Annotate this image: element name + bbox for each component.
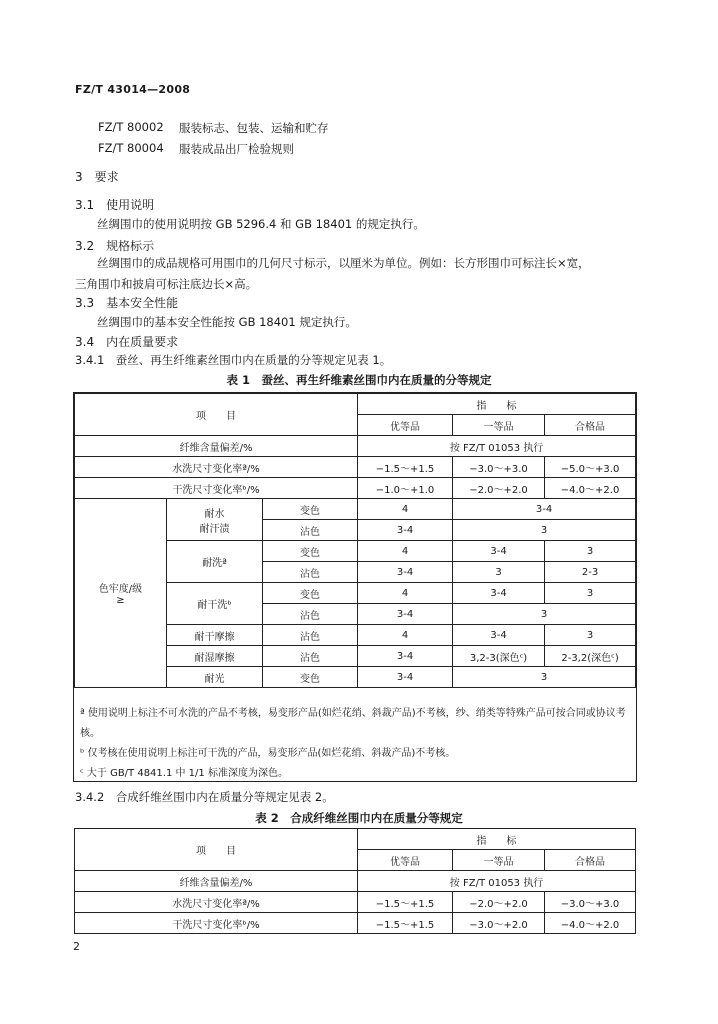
row-label: 纤维含量偏差/% — [75, 871, 358, 892]
test-name: 耐洗ª — [167, 541, 263, 583]
cell-value: −1.5～+1.5 — [358, 892, 453, 913]
test-name — [167, 499, 263, 541]
paragraph: 丝绸围巾的基本安全性能按 GB 18401 规定执行。 — [97, 315, 357, 329]
page-number: 2 — [73, 940, 80, 953]
cell-value: −2.0～+2.0 — [453, 892, 545, 913]
cell-value: −1.0～+1.0 — [358, 478, 453, 499]
test-name: 耐光 — [167, 667, 263, 688]
cell-value: −5.0～+3.0 — [545, 457, 636, 478]
test-name-water: 耐水 — [204, 508, 225, 520]
table-caption: 表 1 蚕丝、再生纤维素丝围巾内在质量的分等规定 — [226, 373, 492, 387]
footnote-mark: ª — [80, 708, 85, 719]
cell-value: 3-4 — [358, 646, 453, 667]
cell-value: 3,2-3(深色ᶜ) — [453, 646, 545, 667]
cell-value: 3-4 — [453, 583, 545, 604]
cell-value: −4.0～+2.0 — [545, 478, 636, 499]
measure-label: 沾色 — [263, 562, 358, 583]
table1 — [74, 393, 636, 688]
measure-label: 沾色 — [263, 520, 358, 541]
grade-header: 一等品 — [453, 850, 545, 871]
measure-label: 沾色 — [263, 604, 358, 625]
cell-value: −3.0～+3.0 — [453, 457, 545, 478]
header-index: 指 标 — [358, 394, 636, 415]
cell-value: −4.0～+2.0 — [545, 913, 636, 934]
cell-value: 4 — [358, 541, 453, 562]
cell-value: 3-4 — [358, 520, 453, 541]
cell-value: −1.5～+1.5 — [358, 457, 453, 478]
table-caption: 表 2 合成纤维丝围巾内在质量分等规定 — [255, 811, 463, 825]
colorfastness-title: 色牢度/级 — [98, 584, 143, 595]
row-label: 水洗尺寸变化率ª/% — [75, 892, 358, 913]
row-label: 干洗尺寸变化率ᵇ/% — [75, 478, 358, 499]
cell-value: 2-3,2(深色ᶜ) — [545, 646, 636, 667]
row-label: 水洗尺寸变化率ª/% — [75, 457, 358, 478]
reference-code: FZ/T 80002 — [98, 120, 164, 134]
grade-header: 合格品 — [545, 850, 636, 871]
footnote-text: 使用说明上标注不可水洗的产品不考核，易变形产品(如烂花绡、斜裁产品)不考核，纱、绡类等特殊产品可按合同或协议考核。 — [80, 708, 626, 739]
cell-value: 3 — [453, 562, 545, 583]
footnote — [80, 764, 628, 784]
measure-label: 沾色 — [263, 646, 358, 667]
paragraph: 三角围巾和披肩可标注底边长×高。 — [75, 277, 258, 291]
table1-footnotes — [80, 704, 628, 784]
standard-header: FZ/T 43014—2008 — [75, 83, 191, 96]
paragraph: 丝绸围巾的成品规格可用围巾的几何尺寸标示，以厘米为单位。例如：长方形围巾可标注长×宽， — [97, 256, 590, 270]
section-heading: 3.4 内在质量要求 — [75, 335, 179, 349]
section-heading: 3.1 使用说明 — [75, 198, 155, 212]
cell-value: 2-3 — [545, 562, 636, 583]
header-item: 项 目 — [75, 394, 358, 436]
cell-value: 按 FZ/T 01053 执行 — [358, 871, 636, 892]
row-label: 纤维含量偏差/% — [75, 436, 358, 457]
measure-label: 变色 — [263, 667, 358, 688]
cell-value: 3-4 — [453, 499, 636, 520]
reference-title: 服装标志、包装、运输和贮存 — [179, 121, 329, 135]
section-heading: 3.3 基本安全性能 — [75, 296, 179, 310]
cell-value: −1.5～+1.5 — [358, 913, 453, 934]
colorfastness-label — [75, 499, 167, 688]
grade-header: 优等品 — [358, 415, 453, 436]
paragraph: 3.4.2 合成纤维丝围巾内在质量分等规定见表 2。 — [75, 790, 334, 804]
header-item: 项 目 — [75, 829, 358, 871]
reference-title: 服装成品出厂检验规则 — [179, 142, 294, 156]
footnote-text: 仅考核在使用说明上标注可干洗的产品，易变形产品(如烂花绡、斜裁产品)不考核。 — [87, 748, 456, 759]
cell-value: 3-4 — [358, 667, 453, 688]
cell-value: 3-4 — [453, 625, 545, 646]
measure-label: 变色 — [263, 541, 358, 562]
cell-value: 3 — [545, 625, 636, 646]
measure-label: 沾色 — [263, 625, 358, 646]
grade-header: 合格品 — [545, 415, 636, 436]
test-name: 耐干洗ᵇ — [167, 583, 263, 625]
cell-value: 3-4 — [358, 562, 453, 583]
footnote — [80, 744, 628, 764]
section-heading: 3.2 规格标示 — [75, 239, 155, 253]
test-name: 耐湿摩擦 — [167, 646, 263, 667]
measure-label: 变色 — [263, 499, 358, 520]
cell-value: 4 — [358, 583, 453, 604]
cell-value: 3 — [453, 667, 636, 688]
table2 — [74, 828, 636, 934]
test-name: 耐干摩擦 — [167, 625, 263, 646]
footnote — [80, 704, 628, 744]
header-index: 指 标 — [358, 829, 636, 850]
cell-value: 3 — [545, 541, 636, 562]
cell-value: 4 — [358, 625, 453, 646]
footnote-mark: ᶜ — [80, 768, 84, 779]
measure-label: 变色 — [263, 583, 358, 604]
cell-value: −3.0～+2.0 — [453, 913, 545, 934]
greater-equal-sign: ≥ — [116, 595, 125, 606]
reference-code: FZ/T 80004 — [98, 141, 164, 155]
paragraph: 3.4.1 蚕丝、再生纤维素丝围巾内在质量的分等规定见表 1。 — [75, 353, 392, 367]
grade-header: 优等品 — [358, 850, 453, 871]
row-label: 干洗尺寸变化率ᵇ/% — [75, 913, 358, 934]
cell-value: 3 — [545, 583, 636, 604]
cell-value: 3-4 — [358, 604, 453, 625]
cell-value: 3 — [453, 520, 636, 541]
section-heading: 3 要求 — [75, 170, 119, 184]
cell-value: −3.0～+3.0 — [545, 892, 636, 913]
footnote-text: 大于 GB/T 4841.1 中 1/1 标准深度为深色。 — [86, 768, 288, 779]
cell-value: 4 — [358, 499, 453, 520]
test-name-sweat: 耐汗渍 — [199, 523, 230, 535]
footnote-mark: ᵇ — [80, 748, 85, 759]
cell-value: 3 — [453, 604, 636, 625]
paragraph: 丝绸围巾的使用说明按 GB 5296.4 和 GB 18401 的规定执行。 — [97, 217, 425, 231]
grade-header: 一等品 — [453, 415, 545, 436]
cell-value: 按 FZ/T 01053 执行 — [358, 436, 636, 457]
cell-value: 3-4 — [453, 541, 545, 562]
cell-value: −2.0～+2.0 — [453, 478, 545, 499]
